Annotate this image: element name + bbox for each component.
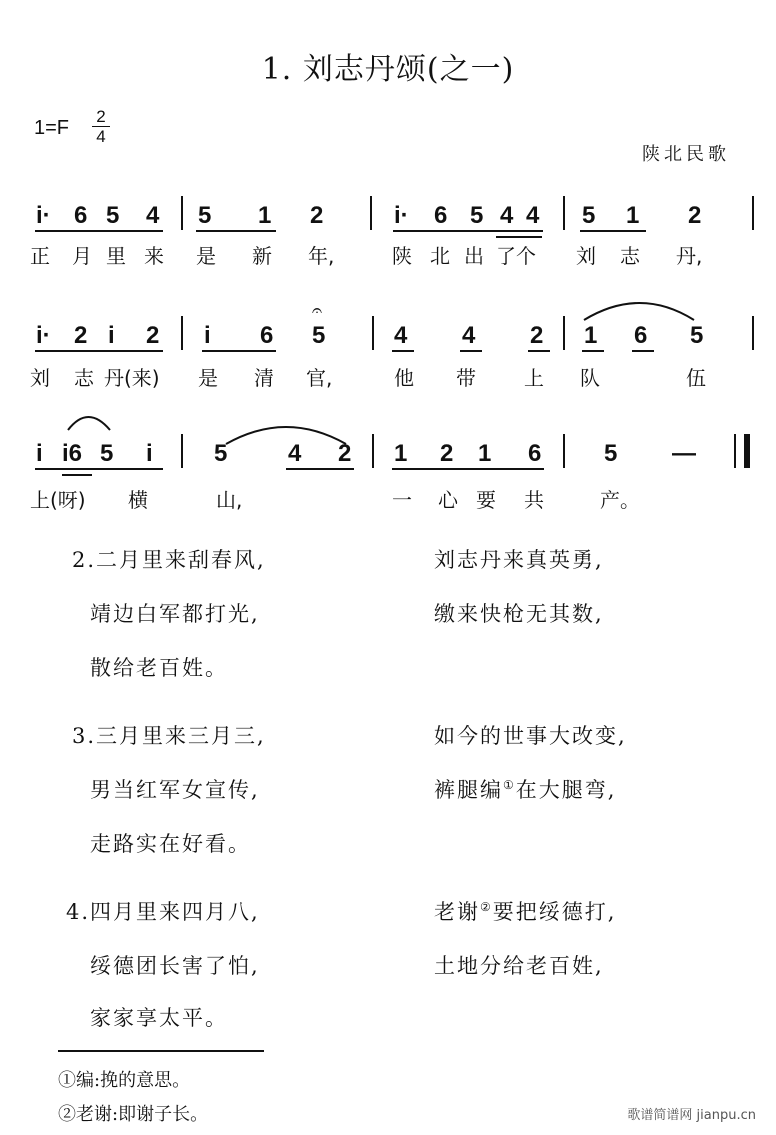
note: 5: [198, 202, 212, 229]
note: 2: [74, 322, 88, 349]
lyric: 来: [144, 244, 164, 268]
lyric: 上(呀): [30, 488, 86, 512]
lyric: 里: [106, 244, 126, 268]
note: i: [108, 322, 115, 349]
verse-line: 缴来快枪无其数,: [434, 602, 604, 626]
lyric: 一: [392, 488, 412, 512]
note: 5: [470, 202, 484, 229]
lyric: 产。: [600, 488, 640, 512]
note: 5: [100, 440, 114, 467]
footnote: ②老谢:即谢子长。: [58, 1104, 209, 1125]
note: 4: [500, 202, 514, 229]
verse-line: 散给老百姓。: [90, 656, 228, 680]
footnote-marker: ②: [480, 900, 493, 914]
note: i·: [36, 202, 51, 229]
page-title: 1. 刘志丹颂(之一): [261, 52, 515, 87]
note: —: [672, 440, 696, 467]
note: 2: [146, 322, 160, 349]
note: 1: [258, 202, 272, 229]
note: 6: [634, 322, 648, 349]
lyric: 刘: [576, 244, 596, 268]
verse-line: 如今的世事大改变,: [434, 724, 627, 748]
lyric: 丹(来): [104, 366, 160, 390]
lyric: 要: [476, 488, 496, 512]
key-signature: 1=F: [34, 117, 70, 139]
footnote: ①编:挽的意思。: [58, 1070, 191, 1091]
time-signature-bottom: 4: [96, 127, 106, 146]
lyric: 北: [430, 244, 450, 268]
verse-line: [434, 774, 616, 804]
verse-line: 男当红军女宣传,: [90, 778, 260, 802]
note: i·: [36, 322, 51, 349]
verse-line: 刘志丹来真英勇,: [434, 548, 604, 572]
fermata-icon: 𝄐: [312, 300, 323, 321]
slur-icon: [580, 292, 700, 322]
note: i6: [62, 440, 83, 467]
note: 6: [434, 202, 448, 229]
note: i: [146, 440, 153, 467]
lyric: 横: [128, 488, 148, 512]
footnote-divider: [58, 1050, 264, 1052]
lyric: 队: [580, 366, 600, 390]
note: 2: [688, 202, 702, 229]
time-signature: [92, 108, 110, 145]
note: i·: [394, 202, 409, 229]
time-signature-top: 2: [96, 107, 106, 126]
lyric: 月: [72, 244, 92, 268]
verse-line: 2.二月里来刮春风,: [72, 548, 266, 572]
note: 2: [440, 440, 454, 467]
verse-text: 裤腿编: [434, 778, 503, 802]
lyric: 他: [394, 366, 414, 390]
note: 1: [394, 440, 408, 467]
note: 5: [582, 202, 596, 229]
note: 4: [394, 322, 408, 349]
lyric: 出: [464, 244, 484, 268]
note: 2: [530, 322, 544, 349]
lyric: 共: [524, 488, 544, 512]
note: 6: [74, 202, 88, 229]
lyric: 上: [524, 366, 544, 390]
lyric: 刘: [30, 366, 50, 390]
note: 5: [312, 322, 326, 349]
footnote-marker: ①: [503, 778, 516, 792]
verse-line: 4.四月里来四月八,: [66, 900, 260, 924]
verse-line: [434, 896, 616, 926]
lyric: 年,: [308, 244, 335, 268]
lyric: 是: [196, 244, 216, 268]
verse-text: 要把绥德打,: [492, 900, 617, 924]
note: 4: [526, 202, 540, 229]
watermark: 歌谱简谱网 jianpu.cn: [627, 1108, 756, 1123]
lyric: 丹,: [676, 244, 703, 268]
verse-line: 家家享太平。: [90, 1006, 228, 1030]
note: 6: [528, 440, 542, 467]
verse-line: 走路实在好看。: [90, 832, 251, 856]
verse-line: 绥德团长害了怕,: [90, 954, 260, 978]
note: 1: [478, 440, 492, 467]
lyric: 正: [30, 244, 50, 268]
verse-line: 3.三月里来三月三,: [72, 724, 266, 748]
lyric: 伍: [686, 366, 706, 390]
lyric: 带: [456, 366, 476, 390]
lyric: 是: [198, 366, 218, 390]
lyric: 清: [254, 366, 274, 390]
song-source: 陕北民歌: [642, 144, 730, 165]
note: 2: [310, 202, 324, 229]
note: i: [204, 322, 211, 349]
lyric: 志: [74, 366, 94, 390]
lyric: 志: [620, 244, 640, 268]
verse-text: 老谢: [434, 900, 480, 924]
note: 1: [626, 202, 640, 229]
note: 5: [604, 440, 618, 467]
lyric: 陕: [392, 244, 412, 268]
verse-text: 在大腿弯,: [515, 778, 617, 802]
verse-line: 土地分给老百姓,: [434, 954, 604, 978]
lyric: 了个: [496, 244, 536, 268]
lyric: 心: [438, 488, 458, 512]
note: i: [36, 440, 43, 467]
note: 5: [106, 202, 120, 229]
note: 2: [338, 440, 352, 467]
note: 6: [260, 322, 274, 349]
note: 4: [146, 202, 160, 229]
note: 1: [584, 322, 598, 349]
note: 4: [288, 440, 302, 467]
slur-icon: [222, 416, 352, 446]
note: 4: [462, 322, 476, 349]
lyric: 官,: [306, 366, 333, 390]
lyric: 新: [252, 244, 272, 268]
note: 5: [214, 440, 228, 467]
lyric: 山,: [216, 488, 243, 512]
note: 5: [690, 322, 704, 349]
verse-line: 靖边白军都打光,: [90, 602, 260, 626]
slur-icon: [64, 408, 114, 432]
